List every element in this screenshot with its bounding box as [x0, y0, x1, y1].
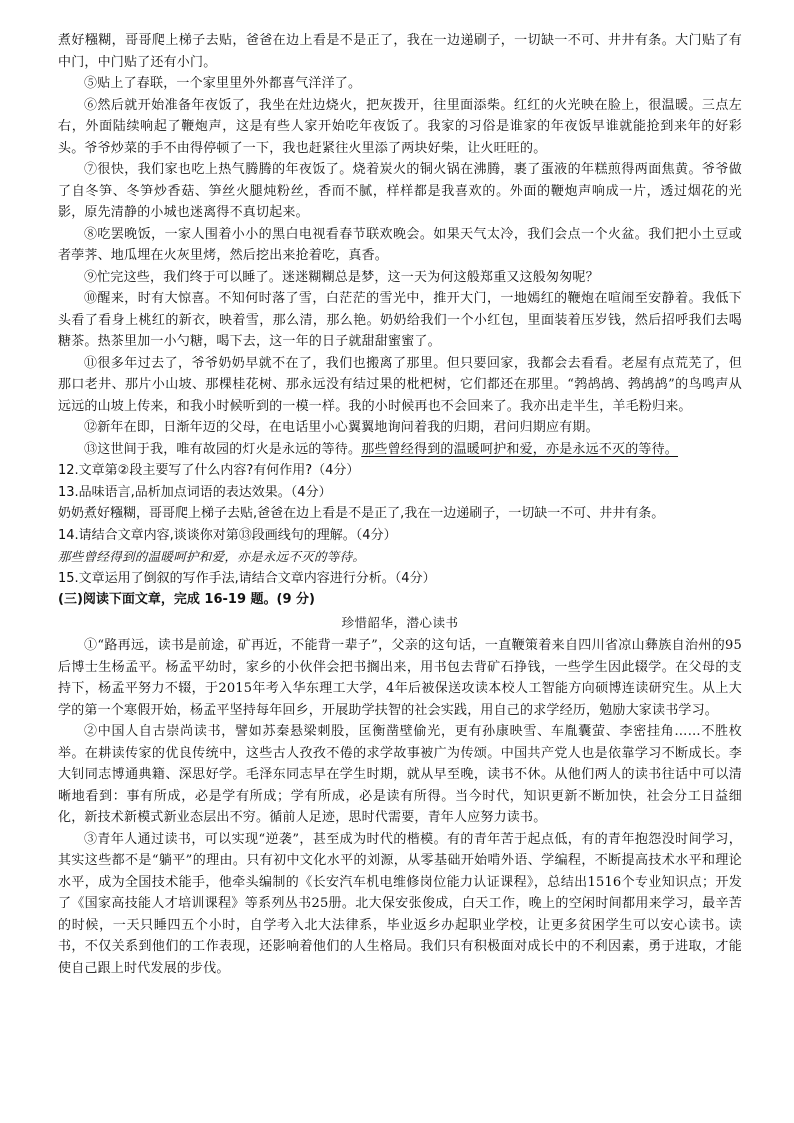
- question-15: 15.文章运用了倒叙的写作手法,请结合文章内容进行分析。（4分）: [58, 570, 436, 586]
- article-title: 珍惜韶华，潜心读书: [341, 615, 459, 630]
- story-paragraph-10: ⑩醒来，时有大惊喜。不知何时落了雪，白茫茫的雪光中，推开大门，一地嫣红的鞭炮在喧闹至安静着。我低下头看了看身上桃红的新衣，映着雪，那么清，那么艳。奶奶给我们一个小红包，里面装着压岁钱，然后招呼我们去喝糖茶。热茶里加一小勺糖，喝下去，这一年的日子就甜甜蜜蜜了。: [58, 291, 742, 349]
- paragraph-13-plain: ⑬这世间于我，唯有故园的灯火是永远的等待。: [84, 441, 362, 457]
- question-13: 13.品味语言,品析加点词语的表达效果。（4分）: [58, 484, 332, 500]
- story-paragraph-11: ⑪很多年过去了，爷爷奶奶早就不在了，我们也搬离了那里。但只要回家，我都会去看看。老屋有点荒芜了，但那口老井、那片小山坡、那棵桂花树、那永远没有结过果的枇杷树，它们都还在那里。“鹁鸪鸪、鹁鸪鸪”的鸟鸣声从远远的山坡上传来，和我小时候听到的一模一样。我的小时候再也不会回来了。我亦出走半生，羊毛粉归来。: [58, 355, 742, 414]
- paragraph-13-underlined-sentence: 那些曾经得到的温暖呵护和爱，亦是永远不灭的等待。: [361, 441, 679, 457]
- story-paragraph-6: ⑥然后就开始准备年夜饭了，我坐在灶边烧火，把灰拨开，往里面添柴。红红的火光映在脸上，很温暖。三点左右，外面陆续响起了鞭炮声，这是有些人家开始吃年夜饭了。我家的习俗是谁家的年夜饭早谁就能抢到来年的好彩头。爷爷炒菜的手不由得停顿了一下，我也赶紧往火里添了两块好柴，让火旺旺的。: [58, 97, 742, 156]
- question-12: 12.文章第②段主要写了什么内容?有何作用?（4分）: [58, 463, 360, 478]
- document-page: [58, 30, 742, 979]
- story-paragraph-9: ⑨忙完这些，我们终于可以睡了。迷迷糊糊总是梦，这一天为何这般郑重又这般匆匆呢？: [84, 269, 599, 285]
- question-14-answer: 那些曾经得到的温暖呵护和爱，亦是永远不灭的等待。: [58, 549, 366, 564]
- story-paragraph-7: ⑦很快，我们家也吃上热气腾腾的年夜饭了。烧着炭火的铜火锅在沸腾，裹了蛋液的年糕煎得两面焦黄。爷爷做了自冬笋、冬笋炒香菇、笋丝火腿炖粉丝，香而不腻，样样都是我喜欢的。外面的鞭炮声响成一片，透过烟花的光影，原先清静的小城也迷离得不真切起来。: [58, 162, 742, 220]
- story-paragraph-intro: 煮好糨糊，哥哥爬上梯子去贴，爸爸在边上看是不是正了，我在一边递刷子，一切缺一不可、井井有条。大门贴了有中门，中门贴了还有小门。: [58, 33, 742, 70]
- story-paragraph-8: ⑧吃罢晚饭，一家人围着小小的黑白电视看春节联欢晚会。如果天气太冷，我们会点一个火盆。我们把小土豆或者荸荠、地瓜埋在火灰里烤，然后挖出来抢着吃，真香。: [58, 226, 742, 263]
- article-paragraph-2: ②中国人自古崇尚读书，譬如苏秦悬梁刺股，匡衡凿壁偷光，更有孙康映雪、车胤囊萤、李密挂角……不胜枚举。在耕读传家的优良传统中，这些古人孜孜不倦的求学故事被广为传颂。中国共产党人也是依靠学习不断成长。李大钊同志博通典籍、深思好学。毛泽东同志早在学生时期，就从早至晚，读书不休。从他们两人的读书往话中可以清晰地看到：事有所成，必是学有所成；学有所成，必是读有所得。当今时代，知识更新不断加快，社会分工日益细化，新技术新模式新业态层出不穷。循前人足迹，思时代需要，青年人应努力读书。: [58, 724, 742, 825]
- story-paragraph-13: [58, 439, 742, 461]
- question-13-quote: 奶奶煮好糨糊，哥哥爬上梯子去贴,爸爸在边上看是不是正了,我在一边递刷子，一切缺一不可、井井有条。: [58, 506, 665, 521]
- article-paragraph-3: ③青年人通过读书，可以实现“逆袭”，甚至成为时代的楷模。有的青年苦于起点低，有的青年抱怨没时间学习，其实这些都不是“躺平”的理由。只有初中文化水平的刘源，从零基础开始啃外语、学编程，不断提高技术水平和理论水平，成为全国技术能手，他牵头编制的《长安汽车机电维修岗位能力认证课程》，总结出1516个专业知识点；开发了《国家高技能人才培训课程》等系列丛书25册。北大保安张俊成，白天工作，晚上的空闲时间都用来学习，最辛苦的时候，一天只睡四五个小时，自学考入北大法律系，毕业返乡办起职业学校，让更多贫困学生可以安心读书。读书，不仅关系到他们的工作表现，还影响着他们的人生格局。我们只有积极面对成长中的不利因素，勇于进取，才能使自己跟上时代发展的步伐。: [58, 831, 742, 976]
- question-14: 14.请结合文章内容,谈谈你对第⑬段画线句的理解。（4分）: [58, 527, 397, 543]
- article-paragraph-1: ①“路再远，读书是前途，矿再近，不能背一辈子”，父亲的这句话，一直鞭策着来自四川省凉山彝族自治州的95后博士生杨孟平。杨孟平幼时，家乡的小伙伴会把书搁出来，用书包去背矿石挣钱，一些学生因此辍学。在父母的支持下，杨孟平努力不辍，于2015年考入华东理工大学，4年后被保送攻读本校人工智能方向硕博连读研究生。从上大学的第一个寒假开始，杨孟平坚持每年回乡，开展助学扶智的社会实践，用自己的求学经历，勉励大家读书学习。: [58, 638, 742, 718]
- section-3-heading: (三)阅读下面文章，完成 16-19 题。(9 分): [58, 592, 315, 607]
- story-paragraph-5: ⑤贴上了春联，一个家里里外外都喜气洋洋了。: [84, 76, 362, 91]
- story-paragraph-12: ⑫新年在即，日渐年迈的父母，在电话里小心翼翼地询问着我的归期，君问归期应有期。: [84, 420, 599, 435]
